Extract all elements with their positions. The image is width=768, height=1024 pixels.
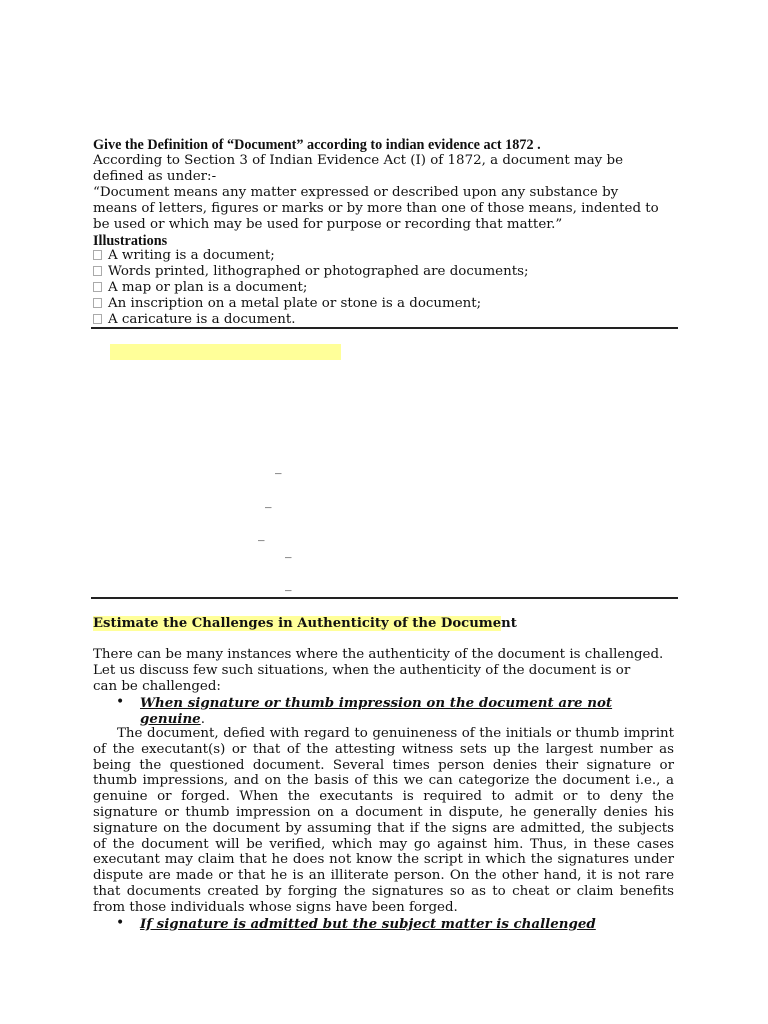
challenge-intro-line: can be challenged: <box>93 679 221 694</box>
intro-line: “Document means any matter expressed or described upon any substance by <box>93 185 619 200</box>
challenges-heading: Estimate the Challenges in Authenticity of the Document <box>93 616 517 631</box>
highlight-bar <box>110 344 341 360</box>
illustration-item: A caricature is a document. <box>93 312 295 328</box>
challenge-intro-line: Let us discuss few such situations, when the authenticity of the document is or <box>93 663 631 678</box>
checkbox-glyph-icon <box>93 314 102 324</box>
dash-mark: _ <box>285 544 292 559</box>
intro-line: be used or which may be used for purpose or recording that matter.” <box>93 217 563 232</box>
dash-mark: _ <box>275 460 282 475</box>
intro-line: means of letters, figures or marks or by more than one of those means, indented to <box>93 201 659 216</box>
checkbox-glyph-icon <box>93 282 102 292</box>
bullet1-heading: When signature or thumb impression on the document are not <box>140 695 613 711</box>
dash-mark: _ <box>285 577 292 592</box>
illustration-item: Words printed, lithographed or photographed are documents; <box>93 264 528 280</box>
illustrations-heading: Illustrations <box>93 233 168 249</box>
intro-line: According to Section 3 of Indian Evidence Act (I) of 1872, a document may be <box>93 153 623 168</box>
question-heading: Give the Definition of “Document” according to indian evidence act 1872 . <box>93 137 541 153</box>
illustration-item: An inscription on a metal plate or stone is a document; <box>93 296 481 312</box>
bullet2-heading: If signature is admitted but the subject matter is challenged <box>140 916 596 932</box>
dash-mark: _ <box>258 527 265 542</box>
bullet-icon: • <box>116 915 125 931</box>
bullet-icon: • <box>116 694 125 710</box>
bullet1-heading-cont: genuine. <box>140 711 205 727</box>
bullet1-paragraph: The document, defied with regard to genuineness of the initials or thumb imprint of the executant(s) or that of the attesting witness sets up the largest number as being the questioned document. Several times person denies their signature or thumb impressions, and on the basis of this we can categorize the document i.e., a genuine or forged. When the executants is required to admit or to deny the signature or thumb impression on a document in dispute, he generally denies his signature on the document by assuming that if the signs are admitted, the subjects of the document will be verified, which may go against him. Thus, in these cases executant may claim that he does not know the script in which the signatures under dispute are made or that he is an illiterate person. On the other hand, it is not rare that documents created by forging the signatures so as to cheat or claim benefits from those individuals whose signs have been forged. <box>93 726 674 915</box>
checkbox-glyph-icon <box>93 266 102 276</box>
checkbox-glyph-icon <box>93 250 102 260</box>
intro-line: defined as under:- <box>93 169 217 184</box>
illustration-item: A writing is a document; <box>93 248 275 264</box>
illustration-item: A map or plan is a document; <box>93 280 307 296</box>
divider <box>91 327 678 329</box>
checkbox-glyph-icon <box>93 298 102 308</box>
dash-mark: _ <box>265 494 272 509</box>
challenge-intro-line: There can be many instances where the authenticity of the document is challenged. <box>93 647 664 662</box>
divider <box>91 597 678 599</box>
